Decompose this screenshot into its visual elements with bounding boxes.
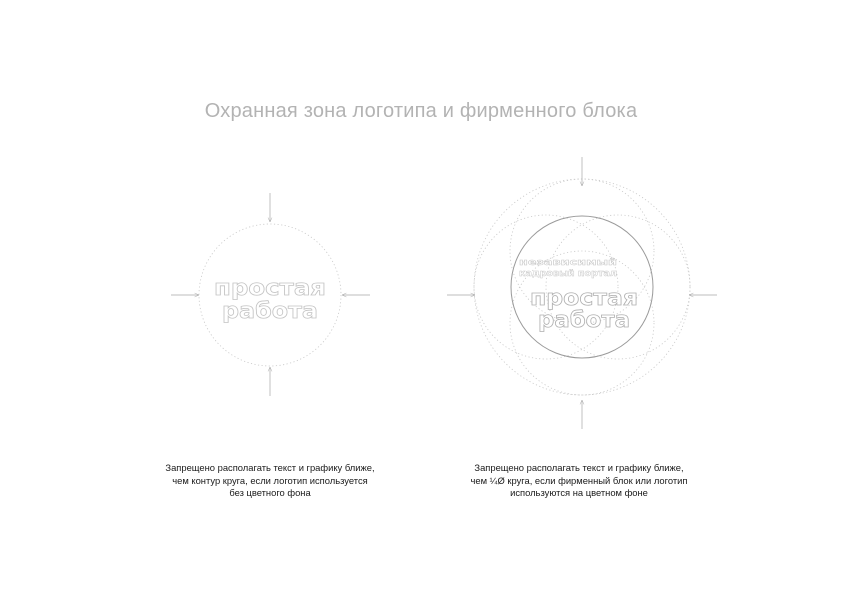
caption-line: чем контур круга, если логотип используется [172, 474, 368, 486]
logo-clear-zone-caption [120, 462, 420, 500]
caption-line: используются на цветном фоне [510, 487, 648, 499]
caption-line: без цветного фона [229, 487, 311, 499]
brand-block-clear-zone [447, 157, 717, 429]
page-title: Охранная зона логотипа и фирменного блока [204, 100, 638, 122]
tagline-line-2: кадровый портал [519, 269, 617, 279]
logo-word-2: работа [538, 308, 630, 333]
logo-word-1: простая [530, 286, 638, 311]
caption-line: Запрещено располагать текст и графику ближе, [165, 462, 375, 473]
logo-word-1: простая [214, 276, 326, 301]
logo-clear-zone [171, 193, 370, 396]
caption-line: Запрещено располагать текст и графику ближе, [474, 462, 684, 473]
tagline-line-1: независимый [519, 258, 618, 268]
logo-word-2: работа [222, 299, 318, 324]
caption-line: чем ¼Ø круга, если фирменный блок или логотип [470, 474, 688, 486]
brand-block-clear-zone-caption [429, 462, 729, 500]
